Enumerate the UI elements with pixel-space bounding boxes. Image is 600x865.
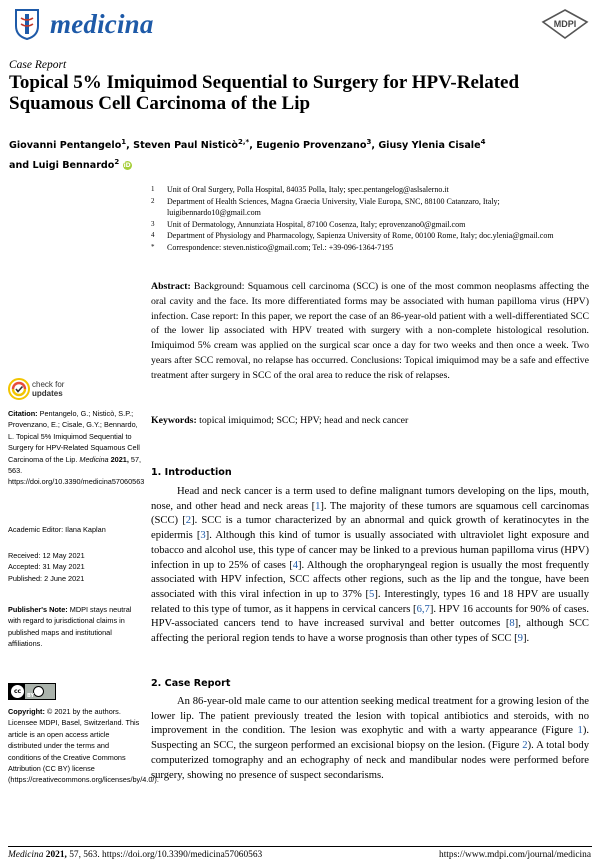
affiliation-number: 2 <box>151 196 155 205</box>
check-updates-line1: check for <box>32 380 65 389</box>
dates-block <box>8 550 143 584</box>
copyright-block <box>8 706 159 786</box>
check-for-updates-badge[interactable] <box>8 378 88 402</box>
received-date: Received: 12 May 2021 <box>8 551 85 560</box>
author-sup: 2 <box>114 158 120 167</box>
citation-link[interactable]: 5 <box>369 588 375 600</box>
affiliations <box>151 184 581 254</box>
citation-label: Citation: <box>8 409 38 418</box>
figure-link[interactable]: 1 <box>577 725 583 737</box>
citation-journal: Medicina <box>79 454 109 464</box>
case-report-paragraph <box>151 695 589 783</box>
introduction-paragraph <box>151 485 589 647</box>
citation-link[interactable]: 4 <box>292 559 299 571</box>
check-updates-line2: updates <box>32 388 63 398</box>
check-updates-label <box>32 381 64 398</box>
body-text: An 86-year-old male came to our attention seeking medical treatment for a growing lesion of the lower lip. The patient previously treated the lesion with topical antibiotics and steroids, with no improvement in the condition. The lesion was exophytic and with a warty appearance (Figure <box>151 696 589 737</box>
by-icon <box>33 686 44 697</box>
section-heading-introduction: 1. Introduction <box>151 467 232 478</box>
accepted-date: Accepted: 31 May 2021 <box>8 562 85 572</box>
body-text: ]. Interestingly, types 16 and 18 HPV are usually related to this type of tumor, as it happens in cervical cancers [ <box>151 588 589 615</box>
affiliation-item <box>151 184 581 196</box>
citation-link[interactable]: 1 <box>315 500 321 512</box>
author-sup: 4 <box>480 138 486 146</box>
body-text: ]. <box>522 633 530 645</box>
footer-divider <box>8 846 592 847</box>
citation-link[interactable]: 3 <box>200 530 206 542</box>
affiliation-item <box>151 196 581 219</box>
orcid-icon[interactable]: iD <box>123 161 131 169</box>
mdpi-logo-icon <box>540 8 590 40</box>
author-name[interactable]: Eugenio Provenzano <box>256 140 367 152</box>
body-text: ). Suspecting an SCC, the surgeon performed an excisional biopsy on the lesion. (Figure <box>151 725 589 752</box>
check-updates-icon <box>8 378 30 400</box>
publishers-note-text: MDPI stays neutral with regard to jurisdictional claims in published maps and institutional affiliations. <box>8 605 132 649</box>
citation-doi[interactable]: 57, 563. https://doi.org/10.3390/medicina57060563 <box>8 454 145 487</box>
footer-year: 2021, <box>45 850 67 860</box>
publishers-note-label: Publisher's Note: <box>8 605 68 614</box>
author-connector: and <box>9 160 30 172</box>
footer-journal-url[interactable]: https://www.mdpi.com/journal/medicina <box>439 850 591 860</box>
cc-by-badge[interactable] <box>8 683 56 700</box>
copyright-text: © 2021 by the authors. Licensee MDPI, Basel, Switzerland. This article is an open access article distributed under the terms and conditions of the Creative Commons Attribution (CC BY) license (https://creativecommons.org/licenses/by/4.0/). <box>8 707 159 785</box>
abstract <box>151 280 589 384</box>
affiliation-number: 3 <box>151 219 155 228</box>
body-text: ]. HPV 16 accounts for 90% of cases. HPV-associated cancers tend to have increased survival and better outcomes [ <box>151 603 589 630</box>
body-text: ]. The majority of these tumors are squamous cell carcinomas (SCC) [ <box>151 500 589 527</box>
citation-text: Pentangelo, G.; Nisticò, S.P.; Provenzano, E.; Cisale, G.Y.; Bennardo, L. Topical 5% Imiquimod Sequential to Surgery for HPV-Related Squamous Cell Carcinoma of the Lip. <box>8 409 140 464</box>
publishers-note <box>8 604 143 650</box>
keywords-label: Keywords: <box>151 415 197 426</box>
article-title: Topical 5% Imiquimod Sequential to Surgery for HPV-Related Squamous Cell Carcinoma of the Lip <box>9 72 520 114</box>
affiliation-number: * <box>151 242 155 251</box>
body-text: ]. Although this kind of tumor is usually associated with ultraviolet light exposure and tobacco and alcohol use, this type of cancer may be linked to a previous human papilloma virus (HPV) infection in up to 25% of cases [ <box>151 530 589 571</box>
body-text: ]. Although the oropharyngeal region is usually the most frequently associated with HPV infection, SCC affects other regions, such as the lip and the tongue, have been associated with this viral infection in up to 37% [ <box>151 559 589 600</box>
abstract-text: Background: Squamous cell carcinoma (SCC) is one of the most common neoplasms affecting the oral cavity and the face. Its more differentiated forms may be associated with human papilloma virus (HPV) infection. Case report: In this paper, we report the case of an 86-year-old patient with a well-differentiated SCC of the lower lip associated with HPV treated with surgery with a non-complete histological resolution. Imiquimod 5% cream was applied on the surgical scar once a day for two weeks and then once a week. Two years after SCC removal, no relapse has occurred. Conclusions: Topical imiquimod may be a safe and effective treatment after surgery in SCC of the oral area to reduce the risk of relapses. <box>151 281 589 381</box>
cc-icon: cc <box>11 685 24 698</box>
author-name[interactable]: Giusy Ylenia Cisale <box>378 140 481 152</box>
correspondence-item <box>151 242 581 254</box>
citation-year: 2021, <box>110 454 129 464</box>
body-text: Head and neck cancer is a term used to define malignant tumors developing on the lips, mouth, nose, and other head and neck areas [ <box>151 486 589 512</box>
published-date: Published: 2 June 2021 <box>8 573 85 583</box>
page-header <box>10 6 590 42</box>
correspondence-text: Correspondence: steven.nistico@gmail.com; Tel.: +39-096-1364-7195 <box>167 242 394 252</box>
author-sup: 2,* <box>238 138 250 146</box>
author-name[interactable]: Luigi Bennardo <box>32 160 115 172</box>
footer-journal: Medicina <box>8 850 44 860</box>
section-heading-case-report: 2. Case Report <box>151 678 231 689</box>
academic-editor: Academic Editor: Ilana Kaplan <box>8 525 106 534</box>
keywords <box>151 414 589 428</box>
affiliation-number: 1 <box>151 185 155 193</box>
affiliation-text: Unit of Oral Surgery, Polla Hospital, 84035 Polla, Italy; spec.pentangelog@aslsalerno.it <box>167 185 449 194</box>
affiliation-text: Department of Physiology and Pharmacology, Sapienza University of Rome, 00100 Rome, Italy; doc.ylenia@gmail.com <box>167 231 554 241</box>
body-text: ]. SCC is a tumor characterized by an abnormal and quick growth of keratinocytes in the epidermis [ <box>151 515 589 542</box>
medicina-logo-icon <box>12 8 42 40</box>
body-text: ], although SCC affecting the perioral region tends to have a worse prognosis than other types of SCC [ <box>151 618 589 645</box>
citation-link[interactable]: 2 <box>185 515 192 527</box>
author-name[interactable]: Giovanni Pentangelo <box>9 140 122 152</box>
keywords-text: topical imiquimod; SCC; HPV; head and neck cancer <box>199 415 409 426</box>
author-sup: 3 <box>366 138 372 146</box>
cc-by-text: BY <box>27 693 35 699</box>
copyright-label: Copyright: <box>8 707 45 716</box>
author-list: Giovanni Pentangelo$^1$, Steven Paul Nisticò$^{2,*}$, Eugenio Provenzano$^3$, Giusy Ylenia Cisale$^4$ and Luigi Bennardo$^2$ iD <box>9 138 486 172</box>
journal-name: medicina <box>50 9 154 39</box>
abstract-label: Abstract: <box>151 281 191 292</box>
citation-block <box>8 408 143 488</box>
affiliation-text: Unit of Dermatology, Annunziata Hospital, 87100 Cosenza, Italy; eprovenzano0@gmail.com <box>167 219 466 229</box>
footer-citation <box>8 850 262 860</box>
citation-link[interactable]: 9 <box>517 633 523 645</box>
author-sup: 1 <box>121 138 127 146</box>
affiliation-text: Department of Health Sciences, Magna Graecia University, Viale Europa, SNC, 88100 Catanzaro, Italy; luigibennardo10@gmail.com <box>167 196 500 218</box>
citation-link[interactable]: 6,7 <box>416 603 430 615</box>
affiliation-item <box>151 230 581 242</box>
author-name[interactable]: Steven Paul Nisticò <box>133 140 238 152</box>
citation-link[interactable]: 8 <box>509 618 515 630</box>
mdpi-logo-text: MDPI <box>553 19 577 29</box>
affiliation-number: 4 <box>151 231 155 240</box>
affiliation-item <box>151 219 581 231</box>
article-type: Case Report <box>9 59 67 71</box>
footer-doi[interactable]: 57, 563. https://doi.org/10.3390/medicina57060563 <box>69 850 263 860</box>
figure-link[interactable]: 2 <box>522 740 528 752</box>
body-text: ). A total body computerized tomography and an echography of neck and mandibular nodes were performed before surgery, showing no presence of suspect secondarisms. <box>151 740 589 781</box>
